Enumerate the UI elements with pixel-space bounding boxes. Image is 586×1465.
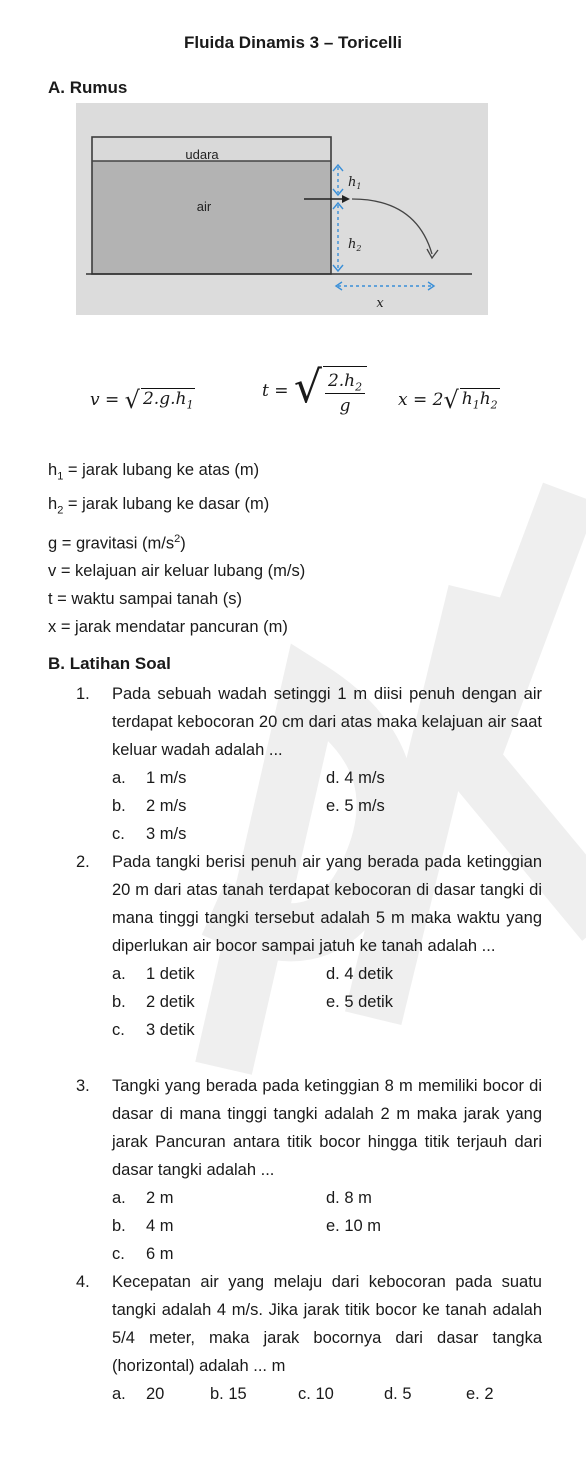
question-4 [76, 1268, 542, 1408]
formula-x-root: √ $h_1h_2$ [443, 386, 498, 414]
option-a: a. 1 m/s [112, 769, 187, 787]
option-e: e. 5 m/s [326, 797, 385, 815]
question-number: 3. [76, 1077, 90, 1095]
legend-item: v = kelajuan air keluar lubang (m/s) [48, 562, 306, 581]
options-row [112, 820, 542, 848]
options-row [112, 1184, 542, 1212]
section-b-heading: B. Latihan Soal [48, 654, 171, 673]
option-c: c. 3 detik [112, 1021, 195, 1039]
option-d: d. 5 [384, 1385, 412, 1403]
legend-item: $h_1$ = jarak lubang ke atas (m) [48, 461, 260, 483]
formula-v [90, 388, 195, 412]
formula-v-lhs: v = [90, 390, 120, 410]
option-c: c. 6 m [112, 1245, 174, 1263]
question-1 [76, 680, 542, 848]
question-3 [76, 1072, 542, 1268]
option-d: d. 4 m/s [326, 769, 385, 787]
legend-item: x = jarak mendatar pancuran (m) [48, 618, 288, 637]
formula-x-lhs: x = 2 [398, 390, 444, 410]
legend-item: t = waktu sampai tanah (s) [48, 590, 242, 609]
options-row [112, 792, 542, 820]
option-b: b. 15 [210, 1385, 247, 1403]
question-2 [76, 848, 542, 1044]
options-row [112, 1212, 542, 1240]
page-title: Fluida Dinamis 3 – Toricelli [184, 33, 402, 52]
formula-t-lhs: t = [262, 381, 289, 402]
options-row [112, 960, 542, 988]
question-text: Pada tangki berisi penuh air yang berada pada ketinggian 20 m dari atas tanah terdapat kebocoran di dasar tangki di mana tinggi tangki tersebut adalah 5 m maka waktu yang diperlukan air bocor sampai jatuh ke tanah adalah ... [112, 853, 542, 955]
question-number: 1. [76, 685, 90, 703]
symbol-legend [48, 456, 305, 641]
options-row [112, 1240, 542, 1268]
options-row [112, 764, 542, 792]
formula-v-root: √ $2.g.h_1$ [124, 386, 194, 414]
options-row [112, 1016, 542, 1044]
option-e: e. 5 detik [326, 993, 393, 1011]
option-c: c. 3 m/s [112, 825, 187, 843]
section-a-heading: A. Rumus [48, 78, 128, 97]
label-udara: udara [185, 147, 219, 162]
label-x: x [376, 296, 384, 311]
options-row [112, 1380, 542, 1408]
option-b: b. 4 m [112, 1217, 174, 1235]
formula-t [262, 362, 367, 417]
option-a: a. 1 detik [112, 965, 195, 983]
torricelli-diagram [76, 103, 488, 315]
option-c: c. 10 [298, 1385, 334, 1403]
options-row [112, 988, 542, 1016]
legend-item: g = gravitasi $(m/s^2)$ [48, 532, 186, 553]
option-a: a. 20 [112, 1385, 165, 1403]
question-number: 4. [76, 1273, 90, 1291]
option-d: d. 4 detik [326, 965, 393, 983]
label-air: air [196, 199, 212, 214]
option-b: b. 2 detik [112, 993, 195, 1011]
option-b: b. 2 m/s [112, 797, 187, 815]
water-region [92, 161, 331, 274]
option-e: e. 10 m [326, 1217, 382, 1235]
option-a: a. 2 m [112, 1189, 174, 1207]
label-h2: $h_2$ [348, 237, 362, 253]
option-e: e. 2 [466, 1385, 494, 1403]
formula-t-root: √ $\frac{2.h_2}{g}$ [294, 366, 367, 416]
question-text: Tangki yang berada pada ketinggian 8 m memiliki bocor di dasar di mana tinggi tangki adalah 2 m maka jarak yang jarak Pancuran antara titik bocor hingga titik terjauh dari dasar tangki adalah ... [112, 1077, 542, 1179]
legend-item: $h_2$ = jarak lubang ke dasar (m) [48, 495, 270, 517]
question-number: 2. [76, 853, 90, 871]
question-text: Kecepatan air yang melaju dari kebocoran pada suatu tangki adalah 4 m/s. Jika jarak titik bocor ke tanah adalah 5/4 meter, maka jarak bocornya dari dasar tangka (horizontal) adalah ... m [112, 1273, 542, 1375]
option-d: d. 8 m [326, 1189, 372, 1207]
formula-x [398, 388, 500, 412]
label-h1: $h_1$ [348, 175, 362, 191]
question-text: Pada sebuah wadah setinggi 1 m diisi penuh dengan air terdapat kebocoran 20 cm dari atas maka kelajuan air saat keluar wadah adalah ... [112, 685, 542, 759]
